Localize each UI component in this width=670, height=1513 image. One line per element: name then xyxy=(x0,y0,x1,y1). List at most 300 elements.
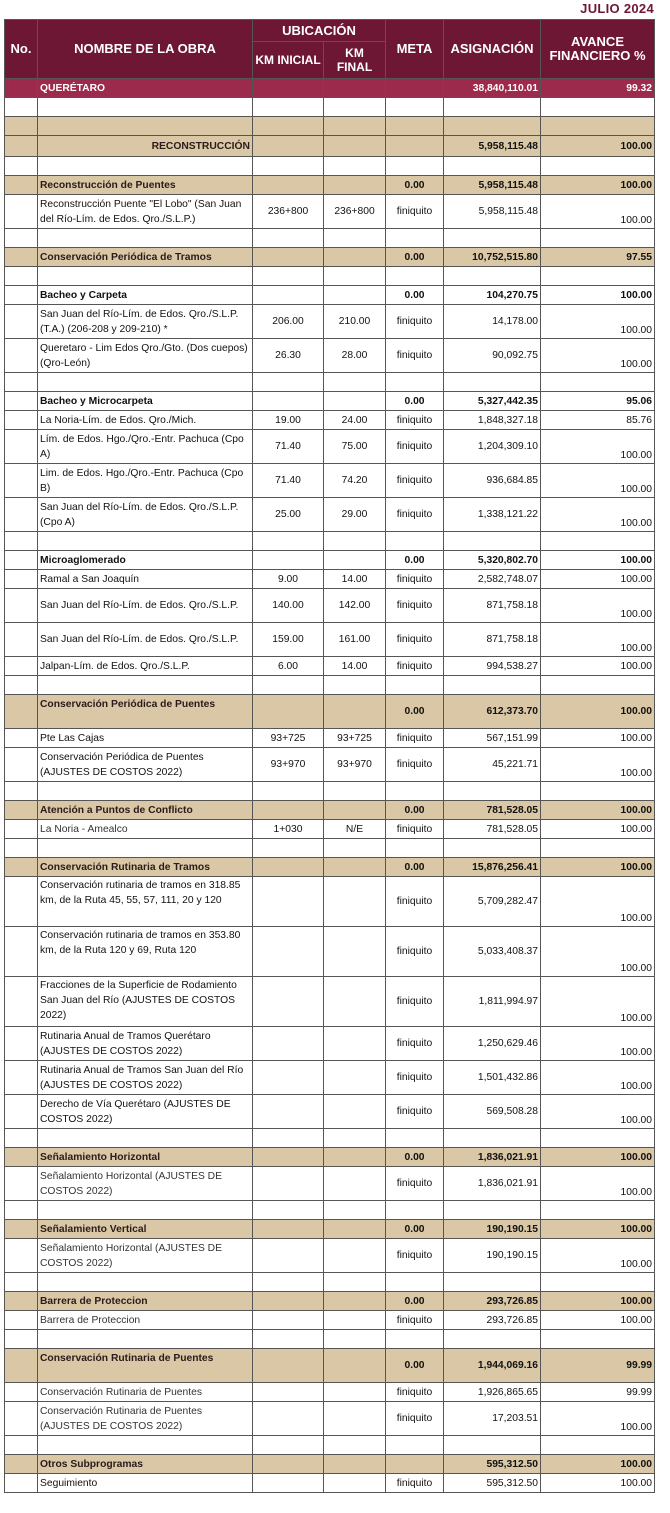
row-no xyxy=(5,498,38,532)
avance: 100.00 xyxy=(541,589,655,623)
avance: 100.00 xyxy=(541,195,655,229)
spacer-row xyxy=(5,1129,655,1148)
asignacion: 5,033,408.37 xyxy=(444,927,541,977)
avance: 100.00 xyxy=(541,1239,655,1273)
asignacion: 1,836,021.91 xyxy=(444,1167,541,1201)
row-no xyxy=(5,1311,38,1330)
avance: 100.00 xyxy=(541,1474,655,1493)
avance: 100.00 xyxy=(541,1455,655,1474)
asignacion: 293,726.85 xyxy=(444,1292,541,1311)
empty-cell xyxy=(386,117,444,136)
row-no xyxy=(5,729,38,748)
empty-cell xyxy=(444,1201,541,1220)
km-inicial xyxy=(253,695,324,729)
empty-cell xyxy=(386,267,444,286)
obra-name: La Noria - Amealco xyxy=(38,820,253,839)
empty-cell xyxy=(386,782,444,801)
meta: finiquito xyxy=(386,1095,444,1129)
km-inicial xyxy=(253,551,324,570)
spacer-row xyxy=(5,267,655,286)
km-inicial xyxy=(253,1455,324,1474)
empty-cell xyxy=(38,1436,253,1455)
km-inicial xyxy=(253,877,324,927)
km-inicial: 236+800 xyxy=(253,195,324,229)
subsection-name: Microaglomerado xyxy=(38,551,253,570)
avance: 100.00 xyxy=(541,877,655,927)
avance: 100.00 xyxy=(541,977,655,1027)
km-final: 28.00 xyxy=(324,339,386,373)
km-final: 24.00 xyxy=(324,411,386,430)
empty-cell xyxy=(5,839,38,858)
avance: 100.00 xyxy=(541,623,655,657)
asignacion: 190,190.15 xyxy=(444,1220,541,1239)
obra-name: Rutinaria Anual de Tramos Querétaro (AJUSTES DE COSTOS 2022) xyxy=(38,1027,253,1061)
spacer-row xyxy=(5,1201,655,1220)
empty-cell xyxy=(386,98,444,117)
empty-cell xyxy=(541,98,655,117)
section-row xyxy=(5,1148,655,1167)
row-no xyxy=(5,1148,38,1167)
meta xyxy=(386,136,444,157)
row-no xyxy=(5,1167,38,1201)
meta: 0.00 xyxy=(386,248,444,267)
row-no xyxy=(5,657,38,676)
empty-cell xyxy=(444,267,541,286)
meta: finiquito xyxy=(386,748,444,782)
empty-cell xyxy=(541,157,655,176)
empty-cell xyxy=(444,676,541,695)
obra-row xyxy=(5,657,655,676)
obra-row xyxy=(5,498,655,532)
km-final xyxy=(324,1311,386,1330)
empty-cell xyxy=(324,98,386,117)
empty-cell xyxy=(5,1273,38,1292)
meta xyxy=(386,1455,444,1474)
section-row xyxy=(5,1292,655,1311)
empty-cell xyxy=(324,157,386,176)
km-final xyxy=(324,877,386,927)
section-name: Otros Subprogramas xyxy=(38,1455,253,1474)
empty-cell xyxy=(38,532,253,551)
row-no xyxy=(5,392,38,411)
section-name: Atención a Puntos de Conflicto xyxy=(38,801,253,820)
obra-row xyxy=(5,927,655,977)
empty-cell xyxy=(253,267,324,286)
empty-cell xyxy=(541,839,655,858)
km-inicial xyxy=(253,1349,324,1383)
row-no xyxy=(5,411,38,430)
obra-row xyxy=(5,464,655,498)
empty-cell xyxy=(5,532,38,551)
empty-cell xyxy=(38,157,253,176)
empty-cell xyxy=(541,373,655,392)
obra-row xyxy=(5,1383,655,1402)
subsection-name: Bacheo y Microcarpeta xyxy=(38,392,253,411)
empty-cell xyxy=(444,1273,541,1292)
meta: finiquito xyxy=(386,623,444,657)
meta: 0.00 xyxy=(386,176,444,195)
km-inicial: 140.00 xyxy=(253,589,324,623)
section-row xyxy=(5,1349,655,1383)
km-inicial xyxy=(253,1095,324,1129)
km-inicial xyxy=(253,801,324,820)
obra-name: Conservación Rutinaria de Puentes xyxy=(38,1383,253,1402)
spacer-row xyxy=(5,1330,655,1349)
meta: finiquito xyxy=(386,1167,444,1201)
asignacion: 5,709,282.47 xyxy=(444,877,541,927)
obra-name: San Juan del Río-Lím. de Edos. Qro./S.L.P. (T.A.) (206-208 y 209-210) * xyxy=(38,305,253,339)
obra-name: San Juan del Río-Lím. de Edos. Qro./S.L.P. (Cpo A) xyxy=(38,498,253,532)
avance: 100.00 xyxy=(541,286,655,305)
empty-cell xyxy=(444,1129,541,1148)
empty-cell xyxy=(324,267,386,286)
empty-cell xyxy=(444,98,541,117)
meta: finiquito xyxy=(386,589,444,623)
spacer-row xyxy=(5,373,655,392)
avance: 100.00 xyxy=(541,1148,655,1167)
km-final xyxy=(324,858,386,877)
meta: finiquito xyxy=(386,877,444,927)
asignacion: 1,250,629.46 xyxy=(444,1027,541,1061)
section-name: Conservación Periódica de Tramos xyxy=(38,248,253,267)
row-no xyxy=(5,877,38,927)
row-no xyxy=(5,1349,38,1383)
km-final xyxy=(324,1095,386,1129)
row-no xyxy=(5,248,38,267)
row-no xyxy=(5,623,38,657)
table-body xyxy=(5,79,655,1493)
km-final: 14.00 xyxy=(324,657,386,676)
km-final: 161.00 xyxy=(324,623,386,657)
row-no xyxy=(5,1027,38,1061)
empty-cell xyxy=(386,1273,444,1292)
empty-cell xyxy=(444,782,541,801)
empty-cell xyxy=(5,373,38,392)
km-inicial: 26.30 xyxy=(253,339,324,373)
asignacion: 1,944,069.16 xyxy=(444,1349,541,1383)
empty-cell xyxy=(324,1129,386,1148)
row-no xyxy=(5,1474,38,1493)
empty-cell xyxy=(38,1273,253,1292)
empty-cell xyxy=(386,532,444,551)
obra-name: Ramal a San Joaquín xyxy=(38,570,253,589)
meta: finiquito xyxy=(386,570,444,589)
km-final: 93+970 xyxy=(324,748,386,782)
row-no xyxy=(5,1220,38,1239)
empty-cell xyxy=(324,229,386,248)
avance: 100.00 xyxy=(541,570,655,589)
empty-cell xyxy=(386,676,444,695)
obra-row xyxy=(5,430,655,464)
empty-cell xyxy=(324,839,386,858)
km-inicial xyxy=(253,977,324,1027)
km-final xyxy=(324,79,386,98)
avance: 100.00 xyxy=(541,430,655,464)
empty-cell xyxy=(5,117,38,136)
obra-row xyxy=(5,305,655,339)
row-no xyxy=(5,1383,38,1402)
empty-cell xyxy=(253,1436,324,1455)
km-final xyxy=(324,695,386,729)
avance: 99.32 xyxy=(541,79,655,98)
row-no xyxy=(5,748,38,782)
asignacion: 595,312.50 xyxy=(444,1474,541,1493)
km-inicial xyxy=(253,136,324,157)
col-name-header: NOMBRE DE LA OBRA xyxy=(38,20,253,79)
empty-cell xyxy=(386,839,444,858)
obra-row xyxy=(5,820,655,839)
obra-row xyxy=(5,748,655,782)
asignacion: 2,582,748.07 xyxy=(444,570,541,589)
km-inicial xyxy=(253,1167,324,1201)
obra-name: Rutinaria Anual de Tramos San Juan del Río (AJUSTES DE COSTOS 2022) xyxy=(38,1061,253,1095)
meta: 0.00 xyxy=(386,695,444,729)
avance: 100.00 xyxy=(541,551,655,570)
km-final xyxy=(324,927,386,977)
subsection-row xyxy=(5,551,655,570)
km-inicial xyxy=(253,1239,324,1273)
km-final xyxy=(324,248,386,267)
km-inicial xyxy=(253,176,324,195)
empty-cell xyxy=(324,1436,386,1455)
col-km-final-header: KM FINAL xyxy=(324,42,386,79)
asignacion: 994,538.27 xyxy=(444,657,541,676)
obra-name: Conservación Rutinaria de Puentes (AJUSTES DE COSTOS 2022) xyxy=(38,1402,253,1436)
meta: finiquito xyxy=(386,1474,444,1493)
meta: finiquito xyxy=(386,339,444,373)
empty-cell xyxy=(5,1436,38,1455)
empty-cell xyxy=(5,1129,38,1148)
empty-cell xyxy=(38,782,253,801)
km-final: 142.00 xyxy=(324,589,386,623)
row-no xyxy=(5,464,38,498)
spacer-row xyxy=(5,839,655,858)
spacer-row xyxy=(5,1273,655,1292)
section-name: Señalamiento Horizontal xyxy=(38,1148,253,1167)
row-no xyxy=(5,570,38,589)
avance: 100.00 xyxy=(541,1311,655,1330)
asignacion: 1,338,121.22 xyxy=(444,498,541,532)
empty-cell xyxy=(541,782,655,801)
km-final: 210.00 xyxy=(324,305,386,339)
km-final xyxy=(324,1455,386,1474)
avance: 100.00 xyxy=(541,858,655,877)
km-inicial: 9.00 xyxy=(253,570,324,589)
meta xyxy=(386,79,444,98)
meta: finiquito xyxy=(386,1311,444,1330)
meta: finiquito xyxy=(386,1239,444,1273)
km-inicial xyxy=(253,1474,324,1493)
km-inicial xyxy=(253,1292,324,1311)
asignacion: 190,190.15 xyxy=(444,1239,541,1273)
empty-cell xyxy=(253,373,324,392)
obra-row xyxy=(5,570,655,589)
km-final xyxy=(324,1220,386,1239)
obra-row xyxy=(5,589,655,623)
meta: finiquito xyxy=(386,1061,444,1095)
km-final: 93+725 xyxy=(324,729,386,748)
km-inicial: 93+970 xyxy=(253,748,324,782)
obra-row xyxy=(5,1402,655,1436)
km-final xyxy=(324,136,386,157)
meta: finiquito xyxy=(386,1027,444,1061)
row-no xyxy=(5,551,38,570)
row-no xyxy=(5,927,38,977)
spacer-row xyxy=(5,229,655,248)
obra-row xyxy=(5,1027,655,1061)
asignacion: 14,178.00 xyxy=(444,305,541,339)
avance: 100.00 xyxy=(541,136,655,157)
asignacion: 612,373.70 xyxy=(444,695,541,729)
km-inicial: 206.00 xyxy=(253,305,324,339)
empty-cell xyxy=(5,1330,38,1349)
obra-name: Lím. de Edos. Hgo./Qro.-Entr. Pachuca (Cpo A) xyxy=(38,430,253,464)
km-final xyxy=(324,1292,386,1311)
km-final xyxy=(324,1061,386,1095)
km-final xyxy=(324,1167,386,1201)
empty-cell xyxy=(253,229,324,248)
empty-cell xyxy=(253,1129,324,1148)
empty-cell xyxy=(253,1201,324,1220)
row-no xyxy=(5,79,38,98)
empty-cell xyxy=(541,676,655,695)
obra-row xyxy=(5,1095,655,1129)
empty-cell xyxy=(541,1129,655,1148)
obra-row xyxy=(5,977,655,1027)
empty-cell xyxy=(38,676,253,695)
row-no xyxy=(5,286,38,305)
avance: 85.76 xyxy=(541,411,655,430)
km-final xyxy=(324,392,386,411)
km-final xyxy=(324,176,386,195)
obra-name: San Juan del Río-Lím. de Edos. Qro./S.L.P. xyxy=(38,589,253,623)
km-inicial: 159.00 xyxy=(253,623,324,657)
meta: finiquito xyxy=(386,195,444,229)
subsection-row xyxy=(5,286,655,305)
asignacion: 1,501,432.86 xyxy=(444,1061,541,1095)
empty-cell xyxy=(253,676,324,695)
spacer-row xyxy=(5,157,655,176)
km-inicial xyxy=(253,858,324,877)
empty-cell xyxy=(38,117,253,136)
empty-cell xyxy=(541,1330,655,1349)
empty-cell xyxy=(253,782,324,801)
avance: 100.00 xyxy=(541,1061,655,1095)
spacer-row xyxy=(5,1436,655,1455)
asignacion: 5,327,442.35 xyxy=(444,392,541,411)
subsection-row xyxy=(5,392,655,411)
asignacion: 5,958,115.48 xyxy=(444,195,541,229)
section-name: Reconstrucción de Puentes xyxy=(38,176,253,195)
avance: 100.00 xyxy=(541,927,655,977)
empty-cell xyxy=(5,229,38,248)
meta: finiquito xyxy=(386,820,444,839)
avance: 100.00 xyxy=(541,1167,655,1201)
meta: finiquito xyxy=(386,977,444,1027)
obra-name: Fracciones de la Superficie de Rodamiento San Juan del Río (AJUSTES DE COSTOS 2022) xyxy=(38,977,253,1027)
km-final xyxy=(324,1027,386,1061)
empty-cell xyxy=(541,267,655,286)
asignacion: 871,758.18 xyxy=(444,623,541,657)
empty-cell xyxy=(541,1436,655,1455)
km-final: 14.00 xyxy=(324,570,386,589)
empty-cell xyxy=(386,229,444,248)
avance: 100.00 xyxy=(541,1402,655,1436)
asignacion: 936,684.85 xyxy=(444,464,541,498)
row-no xyxy=(5,430,38,464)
km-final xyxy=(324,1239,386,1273)
empty-cell xyxy=(5,1201,38,1220)
row-no xyxy=(5,339,38,373)
meta: 0.00 xyxy=(386,392,444,411)
avance: 100.00 xyxy=(541,1292,655,1311)
meta: finiquito xyxy=(386,430,444,464)
section-name: Conservación Rutinaria de Puentes xyxy=(38,1349,253,1383)
empty-cell xyxy=(541,532,655,551)
obra-row xyxy=(5,877,655,927)
subsection-name: Bacheo y Carpeta xyxy=(38,286,253,305)
obra-row xyxy=(5,1474,655,1493)
km-final xyxy=(324,286,386,305)
km-inicial xyxy=(253,1148,324,1167)
empty-cell xyxy=(38,373,253,392)
avance: 95.06 xyxy=(541,392,655,411)
km-inicial xyxy=(253,927,324,977)
state-row xyxy=(5,79,655,98)
empty-cell xyxy=(386,1330,444,1349)
km-inicial: 19.00 xyxy=(253,411,324,430)
km-final xyxy=(324,1402,386,1436)
empty-cell xyxy=(38,1201,253,1220)
avance: 100.00 xyxy=(541,305,655,339)
avance: 100.00 xyxy=(541,1095,655,1129)
obra-name: Queretaro - Lim Edos Qro./Gto. (Dos cuepos) (Qro-León) xyxy=(38,339,253,373)
asignacion: 1,926,865.65 xyxy=(444,1383,541,1402)
program-name: RECONSTRUCCIÓN xyxy=(38,136,253,157)
obra-name: La Noria-Lím. de Edos. Qro./Mich. xyxy=(38,411,253,430)
km-final: 29.00 xyxy=(324,498,386,532)
meta: 0.00 xyxy=(386,801,444,820)
asignacion: 293,726.85 xyxy=(444,1311,541,1330)
empty-cell xyxy=(444,117,541,136)
empty-cell xyxy=(541,1201,655,1220)
empty-cell xyxy=(253,1273,324,1292)
km-inicial: 25.00 xyxy=(253,498,324,532)
empty-cell xyxy=(386,1436,444,1455)
empty-cell xyxy=(386,157,444,176)
section-row xyxy=(5,248,655,267)
row-no xyxy=(5,176,38,195)
avance: 100.00 xyxy=(541,1027,655,1061)
meta: 0.00 xyxy=(386,1148,444,1167)
km-inicial xyxy=(253,392,324,411)
empty-cell xyxy=(324,373,386,392)
col-avance-header: AVANCE FINANCIERO % xyxy=(541,20,655,79)
empty-cell xyxy=(324,117,386,136)
asignacion: 10,752,515.80 xyxy=(444,248,541,267)
avance: 100.00 xyxy=(541,657,655,676)
empty-cell xyxy=(444,839,541,858)
obra-row xyxy=(5,1167,655,1201)
report-period: JULIO 2024 xyxy=(580,1,654,16)
asignacion: 569,508.28 xyxy=(444,1095,541,1129)
obra-name: Conservación Periódica de Puentes (AJUSTES DE COSTOS 2022) xyxy=(38,748,253,782)
program-row xyxy=(5,136,655,157)
asignacion: 1,836,021.91 xyxy=(444,1148,541,1167)
row-no xyxy=(5,695,38,729)
empty-cell xyxy=(253,157,324,176)
avance: 99.99 xyxy=(541,1349,655,1383)
